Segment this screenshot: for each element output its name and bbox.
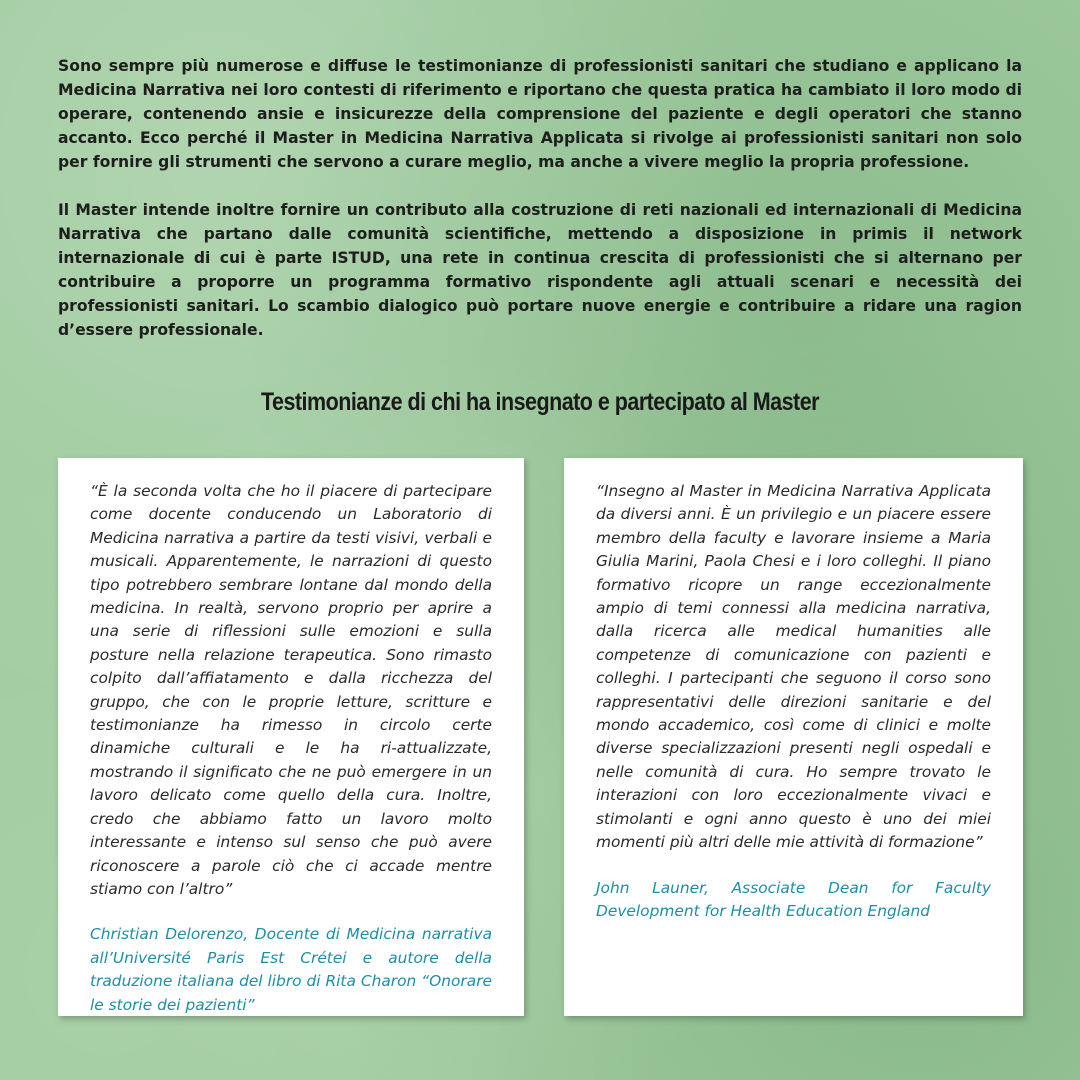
testimonial-quote: “È la seconda volta che ho il piacere di partecipare come docente conducendo un Laboratorio di Medicina narrativa a partire da testi visivi, verbali e musicali. Apparentemente, le narrazioni di questo tipo potrebbero sembrare lontane dal mondo della medicina. In realtà, servono proprio per aprire a una serie di riflessioni sulle emozioni e sulla posture nella relazione terapeutica. Sono rimasto colpito dall’affiatamento e dalla ricchezza del gruppo, che con le proprie letture, scritture e testimonianze ha rimesso in circolo certe dinamiche culturali e le ha ri-attualizzate, mostrando il significato che ne può emergere in un lavoro delicato come quello della cura. Inoltre, credo che abbiamo fatto un lavoro molto interessante e intenso sul senso che può avere riconoscere a parole ciò che ci accade mentre stiamo con l’altro” [90, 482, 492, 898]
testimonial-author: Christian Delorenzo, Docente di Medicina narrativa all’Université Paris Est Crétei e autore della traduzione italiana del libro di Rita Charon “Onorare le storie dei pazienti” [90, 925, 492, 1014]
intro-paragraph-1: Sono sempre più numerose e diffuse le testimonianze di professionisti sanitari che studiano e applicano la Medicina Narrativa nei loro contesti di riferimento e riportano che questa pratica ha cambiato il loro modo di operare, contenendo ansie e insicurezze della comprensione del paziente e degli operatori che stanno accanto. Ecco perché il Master in Medicina Narrativa Applicata si rivolge ai professionisti sanitari non solo per fornire gli strumenti che servono a curare meglio, ma anche a vivere meglio la propria professione. [58, 57, 1022, 171]
intro-paragraph-2: Il Master intende inoltre fornire un contributo alla costruzione di reti nazionali ed internazionali di Medicina Narrativa che partano dalle comunità scientifiche, mettendo a disposizione in primis il network internazionale di cui è parte ISTUD, una rete in continua crescita di professionisti che si alternano per contribuire a proporre un programma formativo rispondente agli attuali scenari e necessità dei professionisti sanitari. Lo scambio dialogico può portare nuove energie e contribuire a ridare una ragion d’essere professionale. [58, 201, 1022, 339]
testimonial-card-launer [564, 458, 1023, 1016]
testimonial-card-delorenzo [58, 458, 524, 1016]
intro-text [58, 54, 1022, 366]
section-heading: Testimonianze di chi ha insegnato e partecipato al Master [260, 388, 820, 416]
testimonial-author: John Launer, Associate Dean for Faculty Development for Health Education England [596, 878, 991, 920]
testimonial-quote: “Insegno al Master in Medicina Narrativa Applicata da diversi anni. È un privilegio e un piacere essere membro della faculty e lavorare insieme a Maria Giulia Marini, Paola Chesi e i loro colleghi. Il piano formativo ricopre un range eccezionalmente ampio di temi connessi alla medicina narrativa, dalla ricerca alle medical humanities alle competenze di comunicazione con pazienti e colleghi. I partecipanti che seguono il corso sono rappresentativi delle direzioni sanitarie e del mondo accademico, così come di clinici e molte diverse specializzazioni presenti negli ospedali e nelle comunità di cura. Ho sempre trovato le interazioni con loro eccezionalmente vivaci e stimolanti e ogni anno questo è uno dei miei momenti più altri delle mie attività di formazione” [596, 482, 991, 852]
